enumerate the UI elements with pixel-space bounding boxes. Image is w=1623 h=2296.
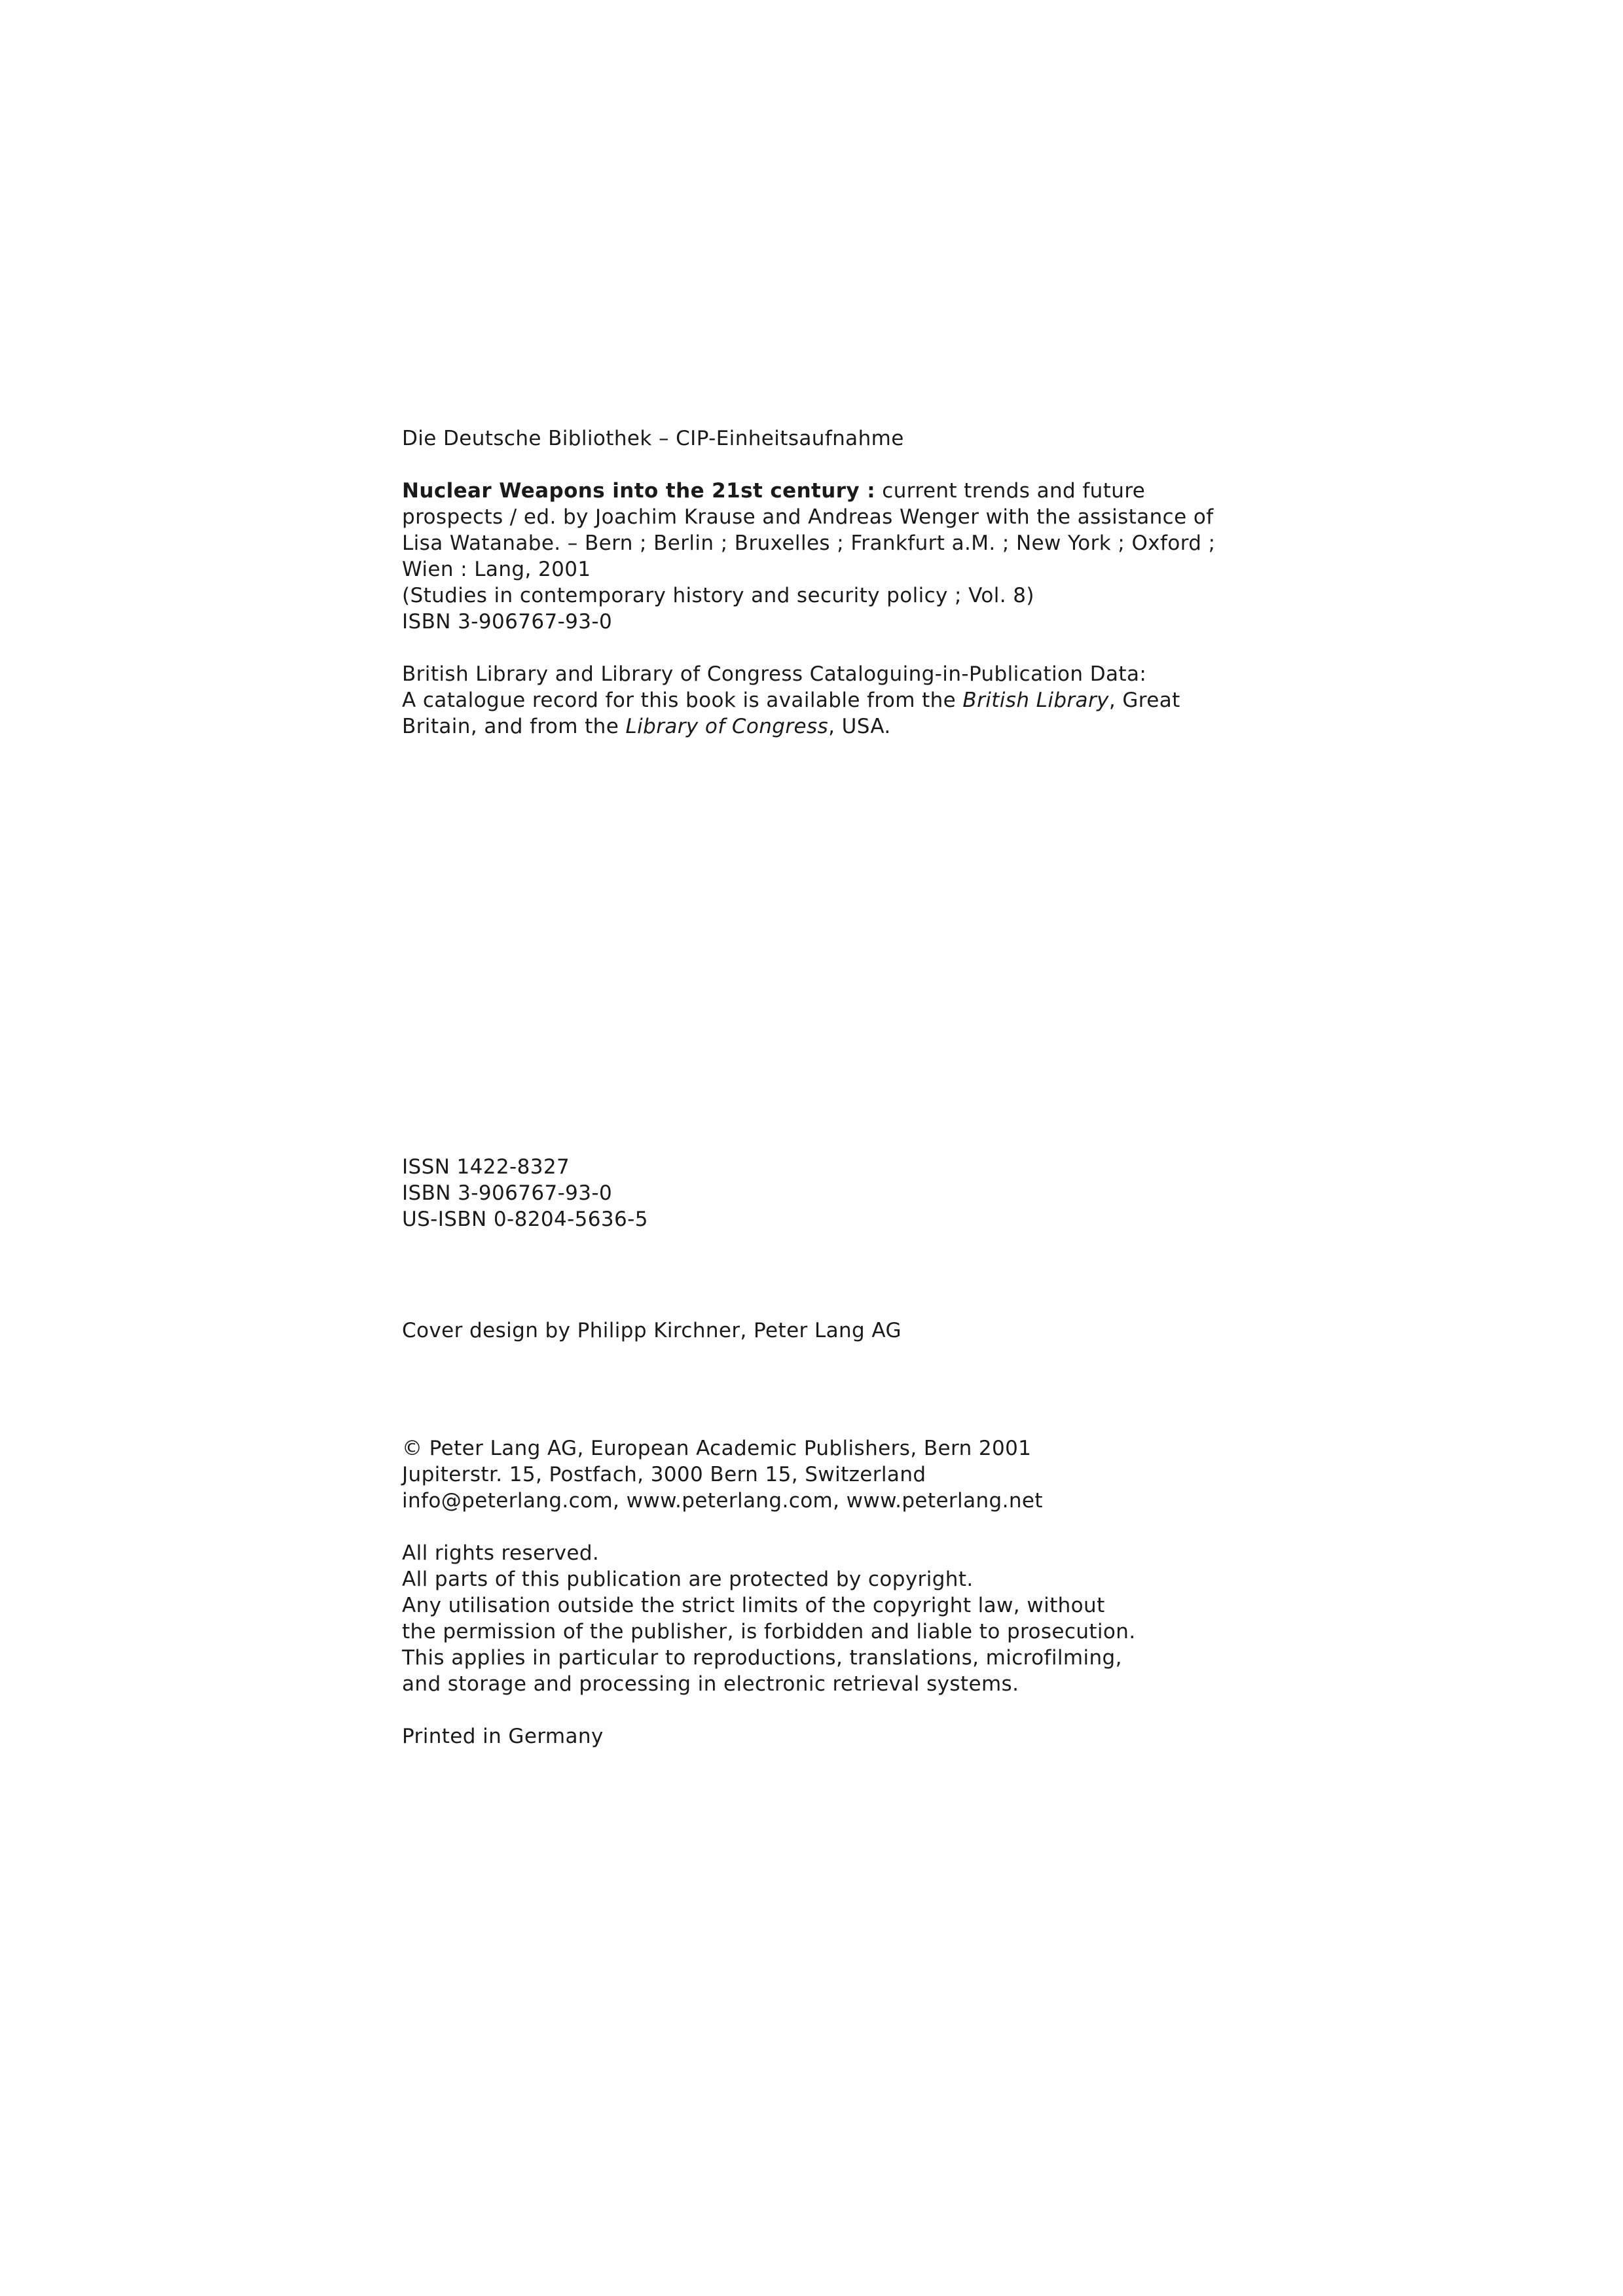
bl-line-3 — [402, 713, 1332, 740]
publisher-contacts: info@peterlang.com, www.peterlang.com, www.peterlang.net — [402, 1489, 1043, 1513]
cover-design: Cover design by Philipp Kirchner, Peter Lang AG — [402, 1319, 902, 1342]
bl-line-3-pre: Britain, and from the — [402, 715, 626, 738]
cover-design-block — [402, 1318, 1332, 1344]
bl-line-1: British Library and Library of Congress Cataloguing-in-Publication Data: — [402, 662, 1147, 686]
cip-header-block — [402, 425, 1332, 452]
book-subtitle: current trends and future — [875, 479, 1146, 503]
book-title: Nuclear Weapons into the 21st century : — [402, 479, 876, 503]
cip-line-3: Lisa Watanabe. – Bern ; Berlin ; Bruxelles ; Frankfurt a.M. ; New York ; Oxford ; — [402, 531, 1216, 555]
cip-record-block — [402, 478, 1332, 635]
printed-in: Printed in Germany — [402, 1725, 604, 1748]
library-of-congress-name: Library of Congress — [625, 715, 829, 738]
publisher-address: Jupiterstr. 15, Postfach, 3000 Bern 15, Switzerland — [402, 1463, 926, 1486]
us-isbn: US-ISBN 0-8204-5636-5 — [402, 1208, 648, 1231]
british-library-name: British Library — [962, 689, 1109, 712]
rights-line: All rights reserved. — [402, 1541, 600, 1565]
rights-line: Any utilisation outside the strict limits of the copyright law, without — [402, 1594, 1105, 1617]
publisher-block — [402, 1435, 1332, 1514]
isbn: ISBN 3-906767-93-0 — [402, 1181, 613, 1205]
british-library-block — [402, 661, 1332, 740]
bl-line-2 — [402, 687, 1332, 713]
printed-block — [402, 1723, 1332, 1749]
rights-line: the permission of the publisher, is forbidden and liable to prosecution. — [402, 1620, 1136, 1643]
bl-line-2-pre: A catalogue record for this book is available from the — [402, 689, 963, 712]
cip-line-4: Wien : Lang, 2001 — [402, 558, 591, 581]
cip-line-2: prospects / ed. by Joachim Krause and Andreas Wenger with the assistance of — [402, 505, 1214, 529]
rights-line: and storage and processing in electronic retrieval systems. — [402, 1672, 1019, 1696]
bl-line-2-post: , Great — [1108, 689, 1180, 712]
rights-block — [402, 1540, 1332, 1697]
rights-line: All parts of this publication are protected by copyright. — [402, 1568, 974, 1591]
bl-line-3-post: , USA. — [828, 715, 891, 738]
cip-header: Die Deutsche Bibliothek – CIP-Einheitsaufnahme — [402, 427, 904, 450]
issn: ISSN 1422-8327 — [402, 1155, 570, 1179]
cip-isbn: ISBN 3-906767-93-0 — [402, 610, 613, 634]
cip-series: (Studies in contemporary history and security policy ; Vol. 8) — [402, 584, 1034, 607]
identifiers-block — [402, 1154, 1332, 1232]
cip-title-line — [402, 478, 1332, 504]
rights-line: This applies in particular to reproductions, translations, microfilming, — [402, 1646, 1122, 1670]
copyright-notice: © Peter Lang AG, European Academic Publishers, Bern 2001 — [402, 1437, 1032, 1460]
